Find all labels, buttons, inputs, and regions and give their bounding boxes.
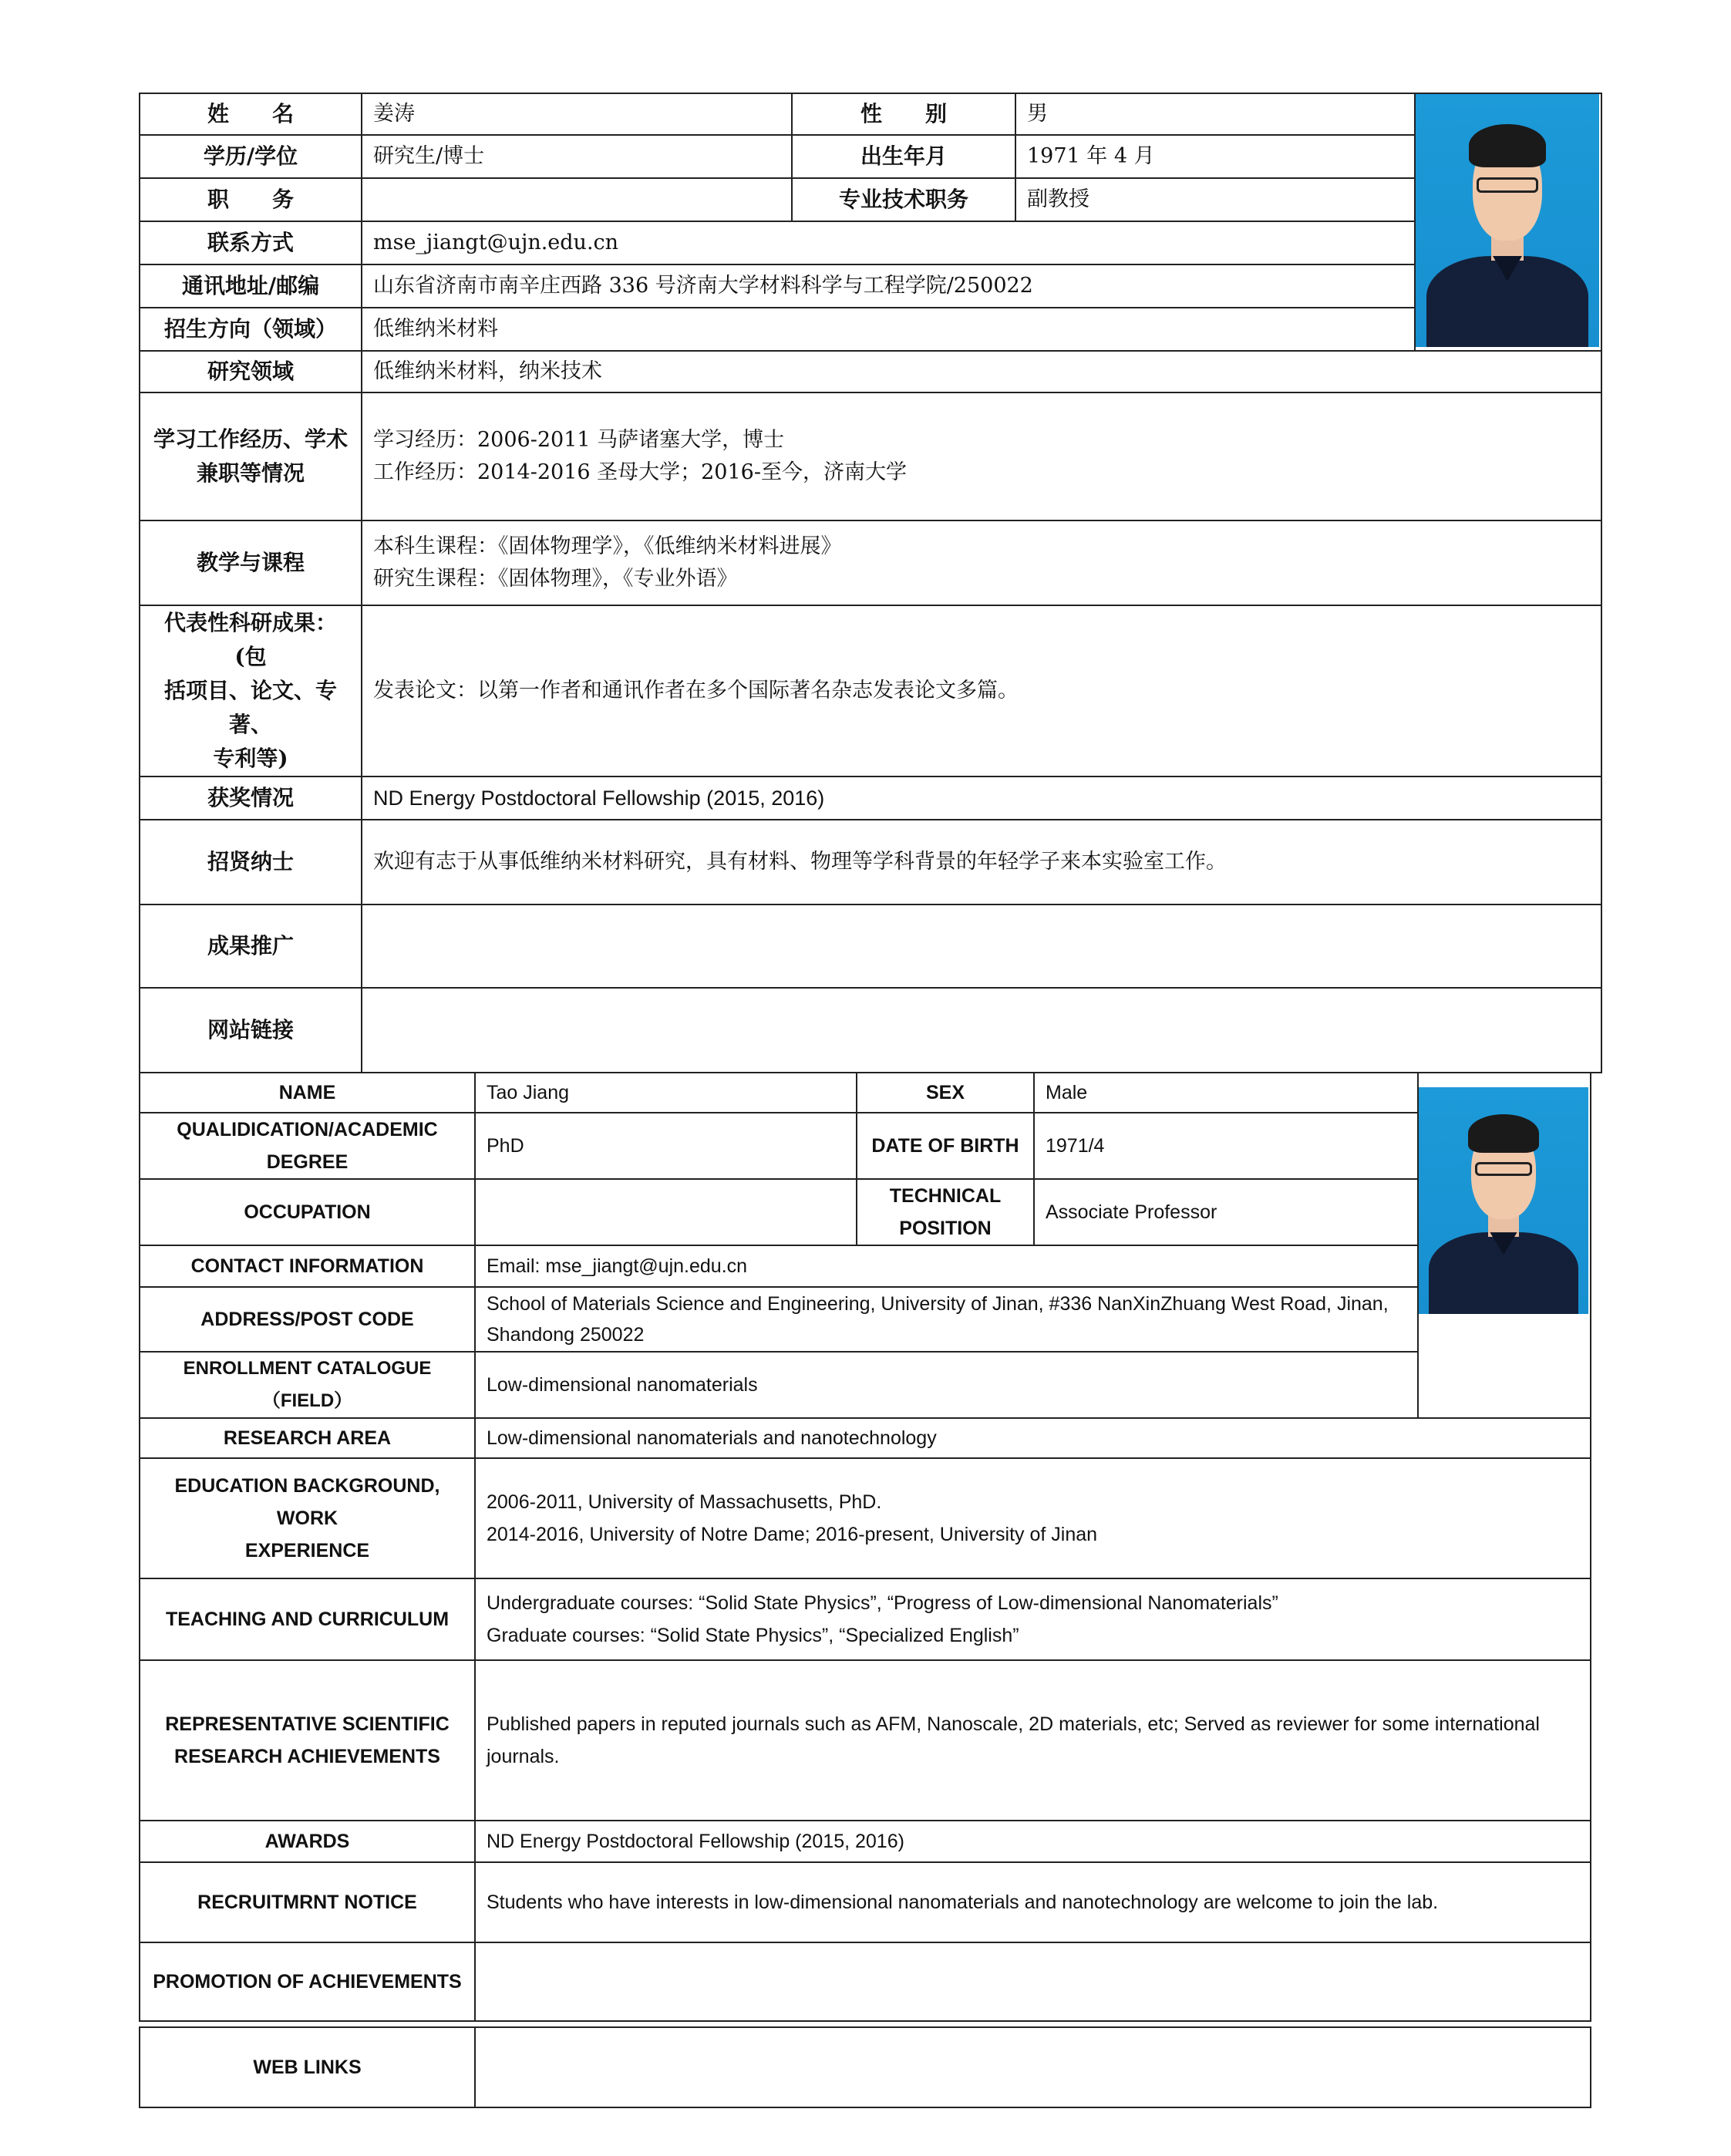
en-promotion-value: [475, 1942, 1591, 2021]
en-promotion-label: PROMOTION OF ACHIEVEMENTS: [140, 1942, 475, 2021]
table-gap: [140, 2021, 1591, 2027]
en-teaching-value: [475, 1578, 1591, 1660]
en-sex-label: SEX: [857, 1073, 1034, 1113]
en-degree-label-line: QUALIDICATION/ACADEMIC: [177, 1119, 438, 1140]
en-enroll-value: Low-dimensional nanomaterials: [475, 1352, 1418, 1418]
cn-teaching-value: [362, 520, 1601, 605]
en-achievement-label: [140, 1660, 475, 1821]
en-achievement-line: Published papers in reputed journals such as AFM, Nanoscale, 2D materials, etc; Served as reviewer for some international: [487, 1713, 1540, 1735]
en-address-label: ADDRESS/POST CODE: [140, 1287, 475, 1352]
en-achievement-label-line: RESEARCH ACHIEVEMENTS: [174, 1746, 440, 1767]
cn-experience-line: 工作经历：2014-2016 圣母大学；2016-至今，济南大学: [373, 460, 907, 484]
cn-achievement-value: 发表论文：以第一作者和通讯作者在多个国际著名杂志发表论文多篇。: [362, 605, 1601, 776]
cn-profile-table: [139, 93, 1602, 1073]
en-tech-label: [857, 1179, 1034, 1245]
cn-contact-label: 联系方式: [140, 221, 362, 264]
en-achievement-line: journals.: [487, 1746, 560, 1767]
cn-degree-value: 研究生/博士: [362, 135, 792, 178]
en-degree-label: [140, 1113, 475, 1179]
cn-experience-value: [362, 392, 1601, 520]
cn-duty-value: [362, 178, 792, 221]
en-awards-value: ND Energy Postdoctoral Fellowship (2015, 2016): [475, 1821, 1591, 1862]
cn-web-label: 网站链接: [140, 988, 362, 1073]
en-name-value: Tao Jiang: [475, 1073, 857, 1113]
en-research-label: RESEARCH AREA: [140, 1418, 475, 1458]
cn-research-value: 低维纳米材料，纳米技术: [362, 351, 1601, 392]
en-teaching-line: Graduate courses: “Solid State Physics”, “Specialized English”: [487, 1625, 1019, 1646]
en-degree-value: PhD: [475, 1113, 857, 1179]
cn-experience-line: 学习经历：2006-2011 马萨诸塞大学，博士: [373, 428, 785, 452]
en-education-line: 2014-2016, University of Notre Dame; 2016-present, University of Jinan: [487, 1524, 1098, 1545]
en-occupation-value: [475, 1179, 857, 1245]
cn-web-value: [362, 988, 1601, 1073]
en-teaching-line: Undergraduate courses: “Solid State Physics”, “Progress of Low-dimensional Nanomaterials”: [487, 1592, 1278, 1614]
en-awards-label: AWARDS: [140, 1821, 475, 1862]
en-occupation-label: OCCUPATION: [140, 1179, 475, 1245]
cn-enroll-value: 低维纳米材料: [362, 308, 1415, 351]
cn-achievement-label-line: 代表性科研成果：(包: [163, 610, 337, 669]
cn-birth-value: 1971 年 4 月: [1015, 135, 1415, 178]
en-education-label-line: EDUCATION BACKGROUND, WORK: [174, 1475, 440, 1529]
cn-address-value: 山东省济南市南辛庄西路 336 号济南大学材料科学与工程学院/250022: [362, 264, 1415, 308]
cn-teaching-line: 研究生课程：《固体物理》，《专业外语》: [373, 567, 738, 591]
cn-achievement-label-line: 括项目、论文、专著、: [163, 678, 337, 737]
en-education-label-line: EXPERIENCE: [244, 1540, 370, 1561]
cn-sex-value: 男: [1015, 93, 1415, 135]
en-research-value: Low-dimensional nanomaterials and nanotechnology: [475, 1418, 1591, 1458]
cn-portrait-photo: [1416, 94, 1599, 347]
en-recruit-value: Students who have interests in low-dimensional nanomaterials and nanotechnology are welcome to join the lab.: [475, 1862, 1591, 1942]
cn-achievement-label-line: 专利等): [213, 746, 288, 771]
en-birth-value: 1971/4: [1034, 1113, 1418, 1179]
en-enroll-label: ENROLLMENT CATALOGUE（FIELD）: [140, 1352, 475, 1418]
cn-awards-label: 获奖情况: [140, 776, 362, 820]
en-address-line: School of Materials Science and Engineering, University of Jinan, #336 NanXinZhuang West Road, Jinan,: [487, 1293, 1389, 1315]
cn-achievement-label: [140, 605, 362, 776]
en-photo-cell: [1418, 1073, 1591, 1418]
cn-sex-label: 性 别: [792, 93, 1015, 135]
en-tech-label-line: TECHNICAL: [889, 1185, 1002, 1207]
cn-recruit-label: 招贤纳士: [140, 820, 362, 905]
cn-degree-label: 学历/学位: [140, 135, 362, 178]
cn-photo-cell: [1415, 93, 1601, 351]
cn-name-label: 姓 名: [140, 93, 362, 135]
en-name-label: NAME: [140, 1073, 475, 1113]
en-degree-label-line: DEGREE: [266, 1151, 349, 1173]
en-education-value: [475, 1458, 1591, 1578]
cn-duty-label: 职 务: [140, 178, 362, 221]
cn-name-value: 姜涛: [362, 93, 792, 135]
cn-recruit-value: 欢迎有志于从事低维纳米材料研究，具有材料、物理等学科背景的年轻学子来本实验室工作。: [362, 820, 1601, 905]
cn-teaching-label: 教学与课程: [140, 520, 362, 605]
cn-birth-label: 出生年月: [792, 135, 1015, 178]
en-tech-label-line: POSITION: [899, 1218, 992, 1239]
cn-teaching-line: 本科生课程：《固体物理学》，《低维纳米材料进展》: [373, 534, 842, 558]
cn-address-label: 通讯地址/邮编: [140, 264, 362, 308]
cn-research-label: 研究领域: [140, 351, 362, 392]
en-address-line: Shandong 250022: [487, 1324, 645, 1346]
cn-title-value: 副教授: [1015, 178, 1415, 221]
cn-enroll-label: 招生方向（领域）: [140, 308, 362, 351]
en-web-label: WEB LINKS: [140, 2027, 475, 2107]
en-recruit-label: RECRUITMRNT NOTICE: [140, 1862, 475, 1942]
cn-title-label: 专业技术职务: [792, 178, 1015, 221]
en-education-label: [140, 1458, 475, 1578]
en-achievement-value: [475, 1660, 1591, 1821]
en-teaching-label: TEACHING AND CURRICULUM: [140, 1578, 475, 1660]
en-address-value: [475, 1287, 1418, 1352]
en-profile-table: [139, 1072, 1591, 2108]
en-portrait-photo: [1419, 1087, 1588, 1314]
cn-awards-value: ND Energy Postdoctoral Fellowship (2015, 2016): [362, 776, 1601, 820]
cn-promotion-label: 成果推广: [140, 905, 362, 988]
en-web-value: [475, 2027, 1591, 2107]
cn-experience-label-line: 学习工作经历、学术: [153, 426, 348, 452]
cn-experience-label-line: 兼职等情况: [196, 460, 305, 486]
en-contact-label: CONTACT INFORMATION: [140, 1245, 475, 1287]
en-tech-value: Associate Professor: [1034, 1179, 1418, 1245]
en-birth-label: DATE OF BIRTH: [857, 1113, 1034, 1179]
en-contact-value: Email: mse_jiangt@ujn.edu.cn: [475, 1245, 1418, 1287]
cn-contact-value: mse_jiangt@ujn.edu.cn: [362, 221, 1415, 264]
en-sex-value: Male: [1034, 1073, 1418, 1113]
cn-promotion-value: [362, 905, 1601, 988]
en-education-line: 2006-2011, University of Massachusetts, PhD.: [487, 1491, 882, 1513]
cn-experience-label: [140, 392, 362, 520]
en-achievement-label-line: REPRESENTATIVE SCIENTIFIC: [165, 1713, 450, 1735]
